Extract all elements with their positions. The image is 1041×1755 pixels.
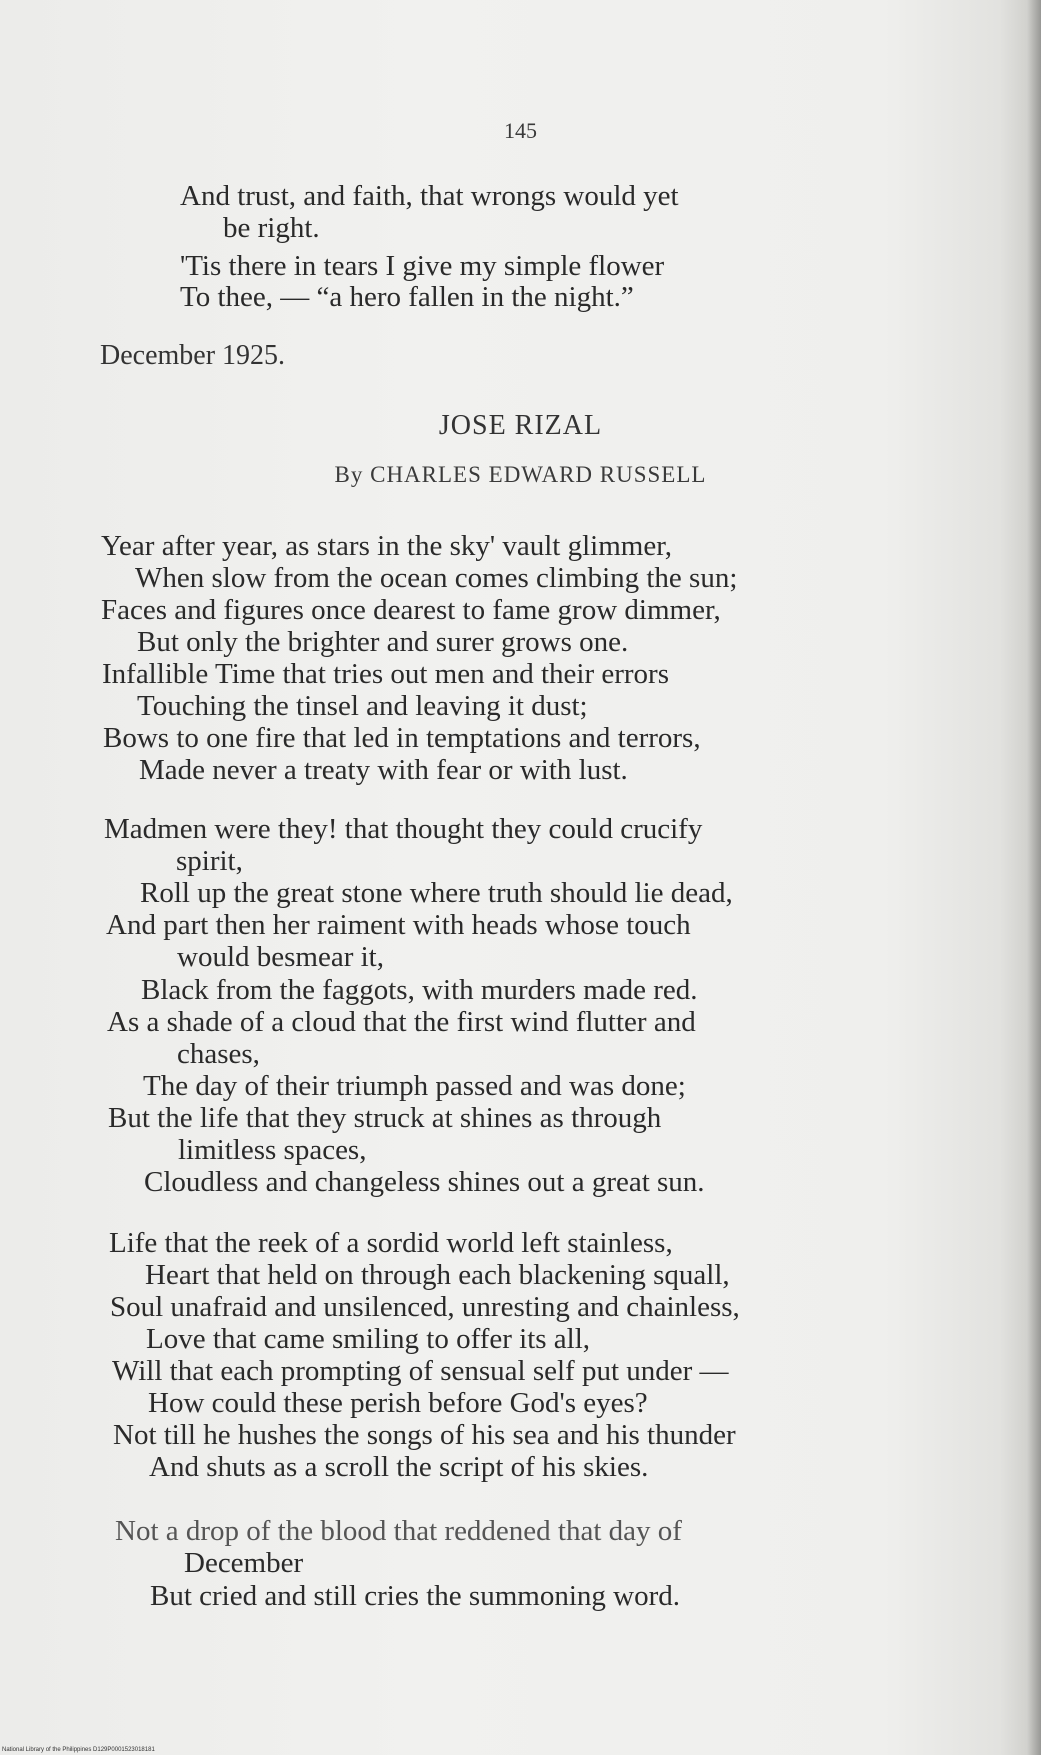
stanza2-line-8: chases, [177,1038,260,1070]
stanza2-line-7: As a shade of a cloud that the first wind flutter and [107,1006,696,1038]
stanza3-line-2: Heart that held on through each blackening squall, [145,1259,730,1291]
prior-poem-line-2: be right. [223,212,320,244]
stanza2-line-4: And part then her raiment with heads whose touch [106,909,691,941]
stanza1-line-2: When slow from the ocean comes climbing the sun; [135,562,738,594]
prior-poem-line-1: And trust, and faith, that wrongs would yet [180,180,679,212]
stanza2-line-11: limitless spaces, [178,1134,367,1166]
poem-date: December 1925. [100,340,286,371]
stanza4-line-3: But cried and still cries the summoning word. [150,1580,680,1612]
stanza4-line-1: Not a drop of the blood that reddened that day of [115,1515,682,1547]
stanza1-line-6: Touching the tinsel and leaving it dust; [137,690,588,722]
stanza3-line-6: How could these perish before God's eyes? [148,1387,648,1419]
stanza2-line-3: Roll up the great stone where truth should lie dead, [140,877,733,909]
stanza3-line-3: Soul unafraid and unsilenced, unresting and chainless, [110,1291,740,1323]
stanza2-line-1: Madmen were they! that thought they could crucify [104,813,703,845]
stanza2-line-2: spirit, [176,845,243,877]
prior-poem-line-3: 'Tis there in tears I give my simple flower [180,250,665,282]
stanza3-line-1: Life that the reek of a sordid world left stainless, [109,1227,673,1259]
stanza3-line-7: Not till he hushes the songs of his sea and his thunder [113,1419,736,1451]
page-number: 145 [504,118,537,143]
stanza1-line-3: Faces and figures once dearest to fame grow dimmer, [101,594,721,626]
library-footer: National Library of the Philippines D129P0001523018181 [2,1747,155,1753]
stanza2-line-9: The day of their triumph passed and was done; [143,1070,686,1102]
stanza3-line-8: And shuts as a scroll the script of his skies. [149,1451,649,1483]
stanza3-line-5: Will that each prompting of sensual self put under — [112,1355,729,1387]
stanza2-line-12: Cloudless and changeless shines out a great sun. [144,1166,705,1198]
poem-byline: By CHARLES EDWARD RUSSELL [334,462,707,487]
stanza4-line-2: December [184,1547,304,1579]
stanza1-line-8: Made never a treaty with fear or with lust. [139,754,628,786]
stanza1-line-5: Infallible Time that tries out men and their errors [102,658,669,690]
stanza1-line-4: But only the brighter and surer grows one. [137,626,629,658]
stanza2-line-5: would besmear it, [177,941,384,973]
prior-poem-line-4: To thee, — “a hero fallen in the night.” [180,281,634,313]
stanza1-line-1: Year after year, as stars in the sky' vault glimmer, [101,530,672,562]
stanza3-line-4: Love that came smiling to offer its all, [146,1323,591,1355]
stanza1-line-7: Bows to one fire that led in temptations and terrors, [103,722,701,754]
stanza2-line-10: But the life that they struck at shines as through [108,1102,662,1134]
stanza2-line-6: Black from the faggots, with murders made red. [141,974,698,1006]
poem-title: JOSE RIZAL [438,410,603,441]
page-edge-shadow [1027,0,1041,1755]
